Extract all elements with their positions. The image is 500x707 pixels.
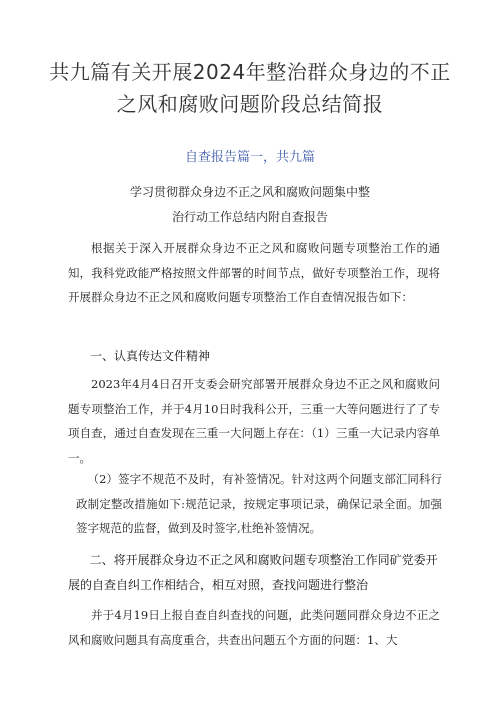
section-heading-1: 一、认真传达文件精神 [90,349,211,363]
paragraph-section-1-a: 2023年4月4日召开支委会研究部署开展群众身边不正之风和腐败问题专项整治工作，并于4月10日时我科公开，三重一大等问题进行了了专项自查，通过自查发现在三重一大问题上存在：（1）三重一大记录内容单一。 [68,377,440,465]
document-title: 共九篇有关开展2024年整治群众身边的不正之风和腐败问题阶段总结简报 [49,60,451,116]
report-title [40,180,460,230]
paragraph-intro: 根据关于深入开展群众身边不正之风和腐败问题专项整治工作的通知，我科党政能严格按照文件部署的时间节点，做好专项整治工作，现将开展群众身边不正之风和腐败问题专项整治工作自查情况报告如下： [68,241,440,304]
paragraph-section-2: 并于4月19日上报自查自纠查找的问题，此类问题同群众身边不正之风和腐败问题具有高度重合，共查出问题五个方面的问题：1、大 [68,608,440,647]
report-title-line-2: 治行动工作总结内附自查报告 [171,210,328,224]
paragraph-section-1-b: （2）签字不规范不及时，有补签情况。针对这两个问题支部汇同科行政制定整改措施如下:规范记录，按规定事项记录，确保记录全面。加强签字规范的监督，做到及时签字,杜绝补签情况。 [76,472,442,535]
document-subtitle: 自查报告篇一，共九篇 [184,150,315,165]
section-heading-2: 二、将开展群众身边不正之风和腐败问题专项整治工作同矿党委开展的自查自纠工作相结合，相互对照，查找问题进行整治 [68,553,438,592]
report-title-line-1: 学习贯彻群众身边不正之风和腐败问题集中整 [129,185,370,199]
